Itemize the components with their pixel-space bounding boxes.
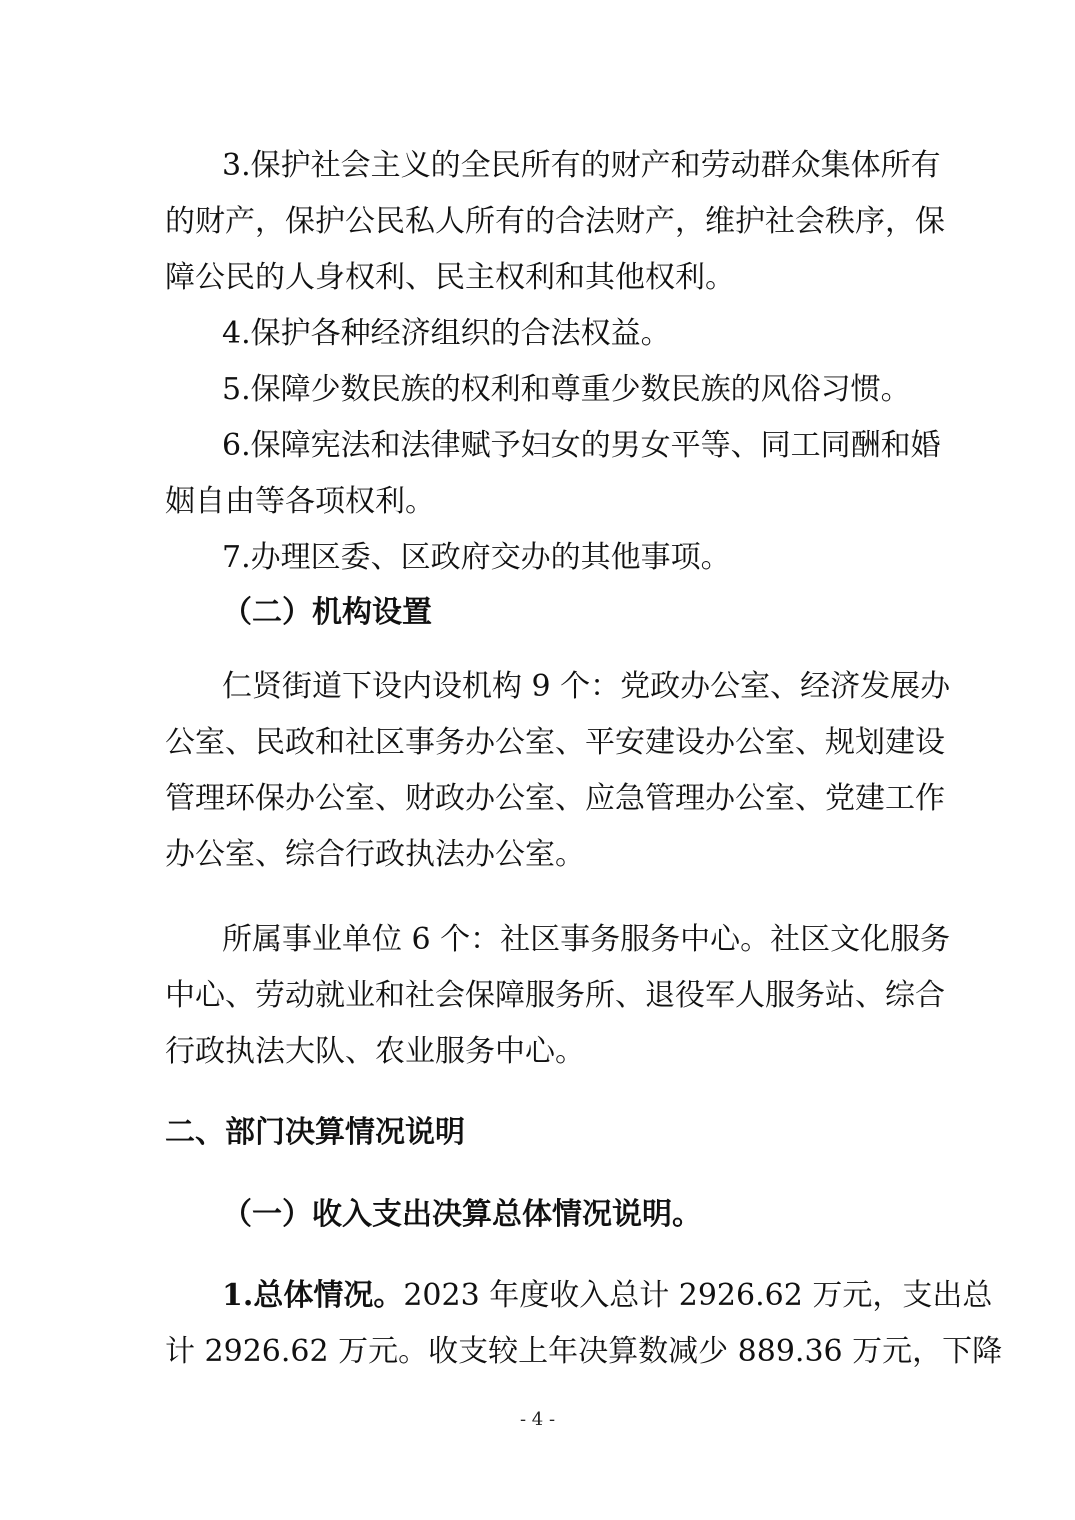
paragraph-org-internal-line1: 仁贤街道下设内设机构 9 个：党政办公室、经济发展办 bbox=[222, 669, 951, 704]
paragraph-org-internal-line3: 管理环保办公室、财政办公室、应急管理办公室、党建工作 bbox=[165, 781, 945, 816]
paragraph-org-internal-line2: 公室、民政和社区事务办公室、平安建设办公室、规划建设 bbox=[165, 725, 945, 760]
section-heading-income: （一）收入支出决算总体情况说明。 bbox=[222, 1197, 702, 1232]
paragraph-item5: 5.保障少数民族的权利和尊重少数民族的风俗习惯。 bbox=[222, 372, 911, 407]
overall-label: 1.总体情况。 bbox=[222, 1278, 404, 1313]
paragraph-item6-line2: 姻自由等各项权利。 bbox=[165, 484, 435, 519]
paragraph-org-units-line2: 中心、劳动就业和社会保障服务所、退役军人服务站、综合 bbox=[165, 978, 945, 1013]
paragraph-overall-line2: 计 2926.62 万元。收支较上年决算数减少 889.36 万元，下降 bbox=[165, 1334, 1003, 1369]
paragraph-item3-line2: 的财产，保护公民私人所有的合法财产，维护社会秩序，保 bbox=[165, 204, 945, 239]
paragraph-org-units-line1: 所属事业单位 6 个：社区事务服务中心。社区文化服务 bbox=[222, 922, 951, 957]
paragraph-item3-line3: 障公民的人身权利、民主权利和其他权利。 bbox=[165, 260, 735, 295]
page-number: - 4 - bbox=[519, 1409, 556, 1430]
overall-line1-text: 2023 年度收入总计 2926.62 万元，支出总 bbox=[403, 1278, 993, 1313]
paragraph-item7: 7.办理区委、区政府交办的其他事项。 bbox=[222, 540, 731, 575]
paragraph-item4: 4.保护各种经济组织的合法权益。 bbox=[222, 316, 671, 351]
paragraph-item3-line1: 3.保护社会主义的全民所有的财产和劳动群众集体所有 bbox=[222, 148, 941, 183]
paragraph-overall-line1 bbox=[222, 1276, 993, 1316]
section-heading-org: （二）机构设置 bbox=[222, 595, 432, 630]
paragraph-org-internal-line4: 办公室、综合行政执法办公室。 bbox=[165, 837, 585, 872]
chapter-heading-budget: 二、部门决算情况说明 bbox=[165, 1115, 465, 1150]
paragraph-org-units-line3: 行政执法大队、农业服务中心。 bbox=[165, 1034, 585, 1069]
paragraph-item6-line1: 6.保障宪法和法律赋予妇女的男女平等、同工同酬和婚 bbox=[222, 428, 941, 463]
